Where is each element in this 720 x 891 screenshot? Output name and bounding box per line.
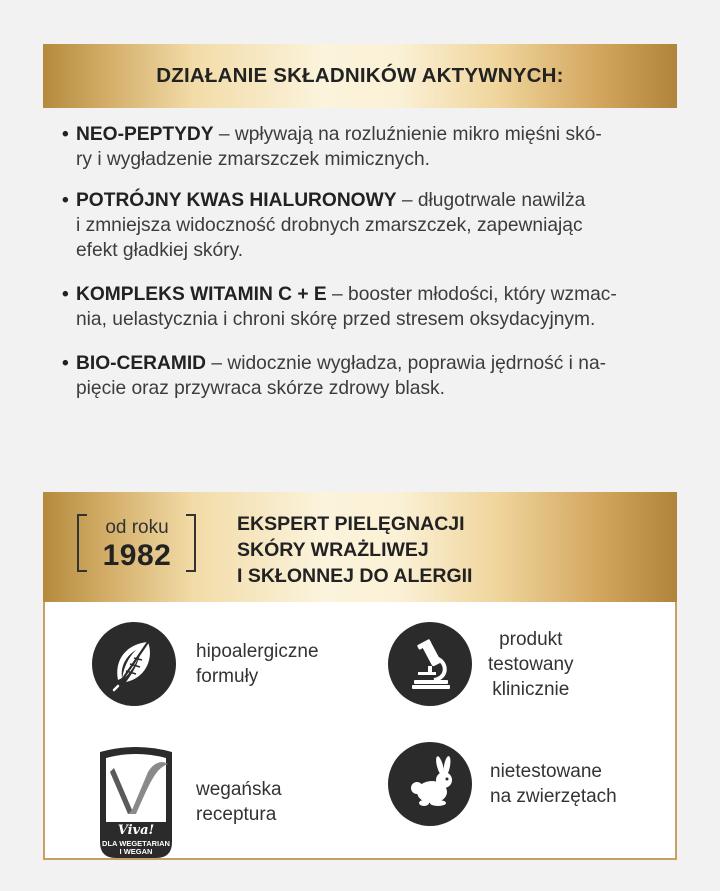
heading-band [43, 44, 677, 108]
feature-label [196, 777, 282, 827]
ingredient-desc: nia, uelastycznia i chroni skórę przed stresem oksydacyjnym. [76, 309, 596, 330]
badge-brand: Viva! [117, 823, 155, 838]
ingredient-item-neo-peptydy [62, 122, 682, 172]
feather-icon [92, 622, 176, 706]
feature-label-line: formuły [196, 666, 259, 687]
ingredient-desc: ry i wygładzenie zmarszczek mimicznych. [76, 149, 430, 170]
ingredient-name: NEO-PEPTYDY [76, 124, 214, 145]
bracket-right [186, 514, 196, 572]
ingredient-desc: i zmniejsza widoczność drobnych zmarszczek, zapewniając [76, 215, 583, 236]
ingredient-list [62, 122, 682, 417]
feature-cruelty-free [388, 742, 617, 826]
ingredient-desc: – widocznie wygładza, poprawia jędrność i na- [211, 353, 607, 374]
expert-line: SKÓRY WRAŻLIWEJ [237, 539, 429, 561]
expert-line: EKSPERT PIELĘGNACJI [237, 513, 465, 535]
bullet: • [62, 353, 69, 374]
ingredient-name: KOMPLEKS WITAMIN C + E [76, 284, 327, 305]
expert-title [237, 511, 472, 589]
feature-label-line: receptura [196, 804, 277, 825]
viva-vegan-badge-icon [92, 742, 180, 862]
section-heading: DZIAŁANIE SKŁADNIKÓW AKTYWNYCH: [156, 64, 564, 87]
feature-label [196, 639, 319, 689]
ingredient-desc: pięcie oraz przywraca skórze zdrowy blask. [76, 378, 445, 399]
since-label: od roku [105, 517, 169, 538]
ingredient-item-kwas-hialuronowy [62, 188, 682, 263]
feature-label-line: nietestowane [490, 761, 602, 782]
feature-vegan [92, 742, 282, 862]
microscope-icon [388, 622, 472, 706]
ingredient-name: BIO-CERAMID [76, 353, 207, 374]
bullet: • [62, 124, 69, 145]
feature-hypoallergenic [92, 622, 319, 706]
bullet: • [62, 284, 69, 305]
badge-text-1: DLA WEGETARIAN [102, 839, 170, 848]
ingredient-desc: – booster młodości, który wzmac- [332, 284, 617, 305]
badge-text-2: I WEGAN [119, 847, 153, 856]
bracket-left [77, 514, 87, 572]
rabbit-icon [388, 742, 472, 826]
ingredient-name: POTRÓJNY KWAS HIALURONOWY [76, 190, 397, 211]
since-year: 1982 [102, 539, 172, 572]
feature-label [490, 759, 617, 809]
feature-label-line: na zwierzętach [490, 786, 617, 807]
feature-label-line: hipoalergiczne [196, 641, 319, 662]
bullet: • [62, 190, 69, 211]
ingredient-item-bio-ceramid [62, 351, 682, 401]
expert-band [43, 492, 677, 602]
ingredient-desc: – wpływają na rozluźnienie mikro mięśni skó- [218, 124, 602, 145]
feature-label-line: wegańska [196, 779, 282, 800]
ingredient-desc: – długotrwale nawilża [401, 190, 586, 211]
ingredient-item-witamin-ce [62, 282, 682, 332]
feature-label-line: klinicznie [492, 678, 570, 700]
feature-label-line: produkt [499, 628, 563, 650]
features-box [43, 602, 677, 860]
feature-label-line: testowany [488, 653, 574, 675]
ingredient-desc: efekt gładkiej skóry. [76, 240, 244, 261]
expert-line: I SKŁONNEJ DO ALERGII [237, 565, 473, 587]
feature-label [488, 627, 574, 702]
feature-clinically-tested [388, 622, 574, 706]
